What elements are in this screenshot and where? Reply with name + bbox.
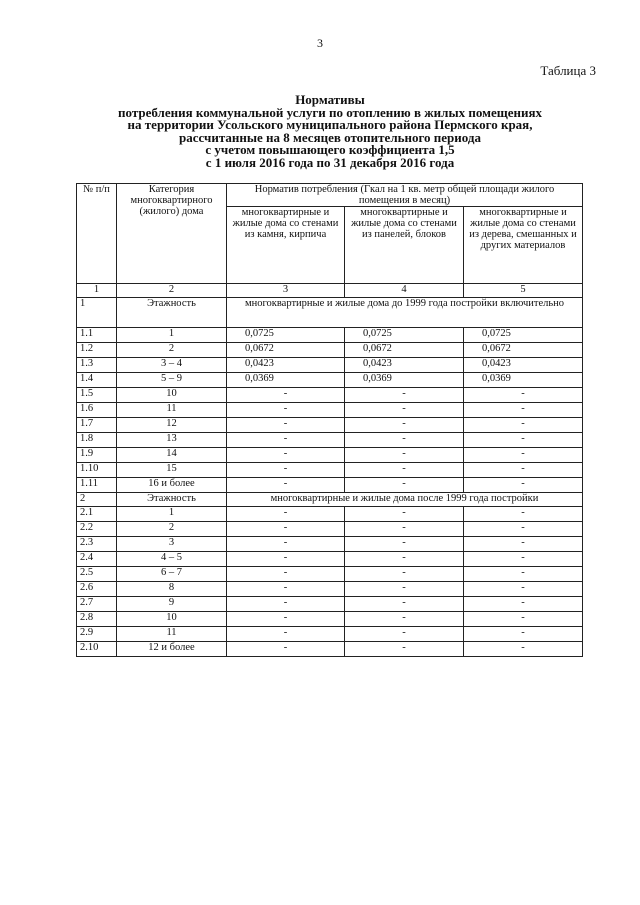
row-number: 1.5 [77, 388, 117, 403]
row-number: 2.3 [77, 537, 117, 552]
norm-value: - [345, 627, 464, 642]
norm-value: 0,0423 [464, 358, 583, 373]
table-row [77, 582, 583, 597]
norm-value: - [227, 403, 345, 418]
norm-value: - [227, 448, 345, 463]
norm-value: 0,0672 [464, 343, 583, 358]
norm-value: - [464, 582, 583, 597]
norm-value: - [227, 582, 345, 597]
norm-value: - [227, 537, 345, 552]
norm-value: - [227, 507, 345, 522]
row-category: 5 – 9 [117, 373, 227, 388]
norm-value: - [345, 403, 464, 418]
norm-value: - [464, 537, 583, 552]
page-number: 3 [317, 36, 323, 50]
section-row [77, 298, 583, 328]
table-row [77, 433, 583, 448]
norm-value: - [345, 567, 464, 582]
table-row [77, 552, 583, 567]
norm-value: - [345, 507, 464, 522]
row-number: 2.9 [77, 627, 117, 642]
table-row [77, 418, 583, 433]
column-number: 2 [117, 284, 227, 298]
title-line: потребления коммунальной услуги по отоплению в жилых помещениях [118, 104, 542, 120]
row-category: 4 – 5 [117, 552, 227, 567]
norm-value: 0,0725 [345, 328, 464, 343]
row-number: 1.6 [77, 403, 117, 418]
row-number: 2.5 [77, 567, 117, 582]
table-row [77, 567, 583, 582]
title-line: рассчитанные на 8 месяцев отопительного периода [179, 129, 481, 145]
table-row [77, 328, 583, 343]
norm-value: 0,0423 [227, 358, 345, 373]
norm-value: - [464, 612, 583, 627]
norm-value: - [227, 642, 345, 657]
row-category: 2 [117, 343, 227, 358]
row-number: 1.9 [77, 448, 117, 463]
table-row [77, 597, 583, 612]
table-row [77, 373, 583, 388]
norm-value: - [345, 478, 464, 493]
table-row [77, 627, 583, 642]
title-line: с 1 июля 2016 года по 31 декабря 2016 года [205, 154, 455, 170]
table-row [77, 388, 583, 403]
norm-value: - [345, 597, 464, 612]
row-category: 3 – 4 [117, 358, 227, 373]
norm-value: 0,0369 [227, 373, 345, 388]
norm-value: - [464, 403, 583, 418]
header-num: № п/п [77, 184, 117, 284]
norm-value: - [345, 418, 464, 433]
norm-value: - [345, 612, 464, 627]
table-row [77, 343, 583, 358]
norm-value: - [227, 612, 345, 627]
norm-value: - [464, 567, 583, 582]
norm-value: - [227, 567, 345, 582]
norm-value: 0,0725 [227, 328, 345, 343]
column-number: 4 [345, 284, 464, 298]
header-col5: многоквартирные и жилые дома со стенами из дерева, смешанных и других материалов [464, 207, 583, 284]
table-row [77, 642, 583, 657]
row-category: 14 [117, 448, 227, 463]
norm-value: - [464, 522, 583, 537]
section-number: 2 [77, 493, 117, 507]
norm-value: 0,0369 [345, 373, 464, 388]
norm-value: - [345, 388, 464, 403]
row-number: 2.4 [77, 552, 117, 567]
norm-value: - [464, 433, 583, 448]
norm-value: - [345, 522, 464, 537]
norm-value: - [464, 463, 583, 478]
row-number: 1.4 [77, 373, 117, 388]
norm-value: - [464, 642, 583, 657]
section-category: Этажность [117, 493, 227, 507]
row-category: 8 [117, 582, 227, 597]
table-row [77, 537, 583, 552]
norm-value: - [464, 418, 583, 433]
norm-value: - [464, 507, 583, 522]
title-line: на территории Усольского муниципального района Пермского края, [127, 117, 533, 133]
norm-value: - [464, 627, 583, 642]
norm-value: - [345, 642, 464, 657]
norm-value: 0,0369 [464, 373, 583, 388]
norm-value: - [345, 537, 464, 552]
row-category: 15 [117, 463, 227, 478]
norm-value: - [345, 552, 464, 567]
row-category: 1 [117, 328, 227, 343]
table-row [77, 507, 583, 522]
row-category: 3 [117, 537, 227, 552]
norm-value: - [227, 627, 345, 642]
row-number: 1.3 [77, 358, 117, 373]
section-number: 1 [77, 298, 117, 328]
row-category: 9 [117, 597, 227, 612]
header-col4: многоквартирные и жилые дома со стенами из панелей, блоков [345, 207, 464, 284]
row-category: 16 и более [117, 478, 227, 493]
row-number: 1.8 [77, 433, 117, 448]
norm-value: - [227, 597, 345, 612]
norm-value: - [464, 388, 583, 403]
row-category: 13 [117, 433, 227, 448]
row-category: 6 – 7 [117, 567, 227, 582]
row-category: 11 [117, 627, 227, 642]
norm-value: - [464, 552, 583, 567]
section-category: Этажность [117, 298, 227, 328]
row-category: 11 [117, 403, 227, 418]
column-numbers-row [77, 284, 583, 298]
row-number: 1.11 [77, 478, 117, 493]
header-category: Категория многоквартирного (жилого) дома [117, 184, 227, 284]
norm-value: - [227, 418, 345, 433]
table-row [77, 403, 583, 418]
header-row-1 [77, 184, 583, 207]
table-row [77, 612, 583, 627]
header-norm: Норматив потребления (Гкал на 1 кв. метр общей площади жилого помещения в месяц) [227, 184, 583, 207]
row-category: 12 [117, 418, 227, 433]
norm-value: - [345, 433, 464, 448]
row-number: 2.7 [77, 597, 117, 612]
row-number: 2.2 [77, 522, 117, 537]
norm-value: 0,0725 [464, 328, 583, 343]
row-category: 10 [117, 612, 227, 627]
row-category: 2 [117, 522, 227, 537]
table-row [77, 522, 583, 537]
norm-value: - [464, 478, 583, 493]
column-number: 3 [227, 284, 345, 298]
header-col3: многоквартирные и жилые дома со стенами из камня, кирпича [227, 207, 345, 284]
column-number: 5 [464, 284, 583, 298]
norm-value: - [227, 478, 345, 493]
row-category: 12 и более [117, 642, 227, 657]
row-number: 2.10 [77, 642, 117, 657]
row-number: 1.10 [77, 463, 117, 478]
norm-value: - [464, 597, 583, 612]
row-number: 2.8 [77, 612, 117, 627]
row-category: 10 [117, 388, 227, 403]
row-number: 1.1 [77, 328, 117, 343]
title-line: с учетом повышающего коэффициента 1,5 [205, 142, 455, 158]
norm-value: - [227, 388, 345, 403]
row-number: 2.1 [77, 507, 117, 522]
norms-table [76, 183, 583, 657]
norm-value: - [227, 433, 345, 448]
row-number: 1.7 [77, 418, 117, 433]
table-row [77, 448, 583, 463]
norm-value: - [345, 463, 464, 478]
row-number: 1.2 [77, 343, 117, 358]
norm-value: 0,0672 [345, 343, 464, 358]
norm-value: - [345, 448, 464, 463]
section-title: многоквартирные и жилые дома до 1999 года постройки включительно [227, 298, 583, 328]
column-number: 1 [77, 284, 117, 298]
norm-value: - [345, 582, 464, 597]
section-row [77, 493, 583, 507]
table-row [77, 358, 583, 373]
norm-value: - [227, 552, 345, 567]
norm-value: 0,0672 [227, 343, 345, 358]
norm-value: 0,0423 [345, 358, 464, 373]
document-title [60, 94, 600, 170]
norm-value: - [464, 448, 583, 463]
row-number: 2.6 [77, 582, 117, 597]
row-category: 1 [117, 507, 227, 522]
norm-value: - [227, 463, 345, 478]
table-label: Таблица 3 [540, 63, 596, 78]
section-title: многоквартирные и жилые дома после 1999 года постройки [227, 493, 583, 507]
table-row [77, 463, 583, 478]
title-heading: Нормативы [295, 92, 365, 107]
norm-value: - [227, 522, 345, 537]
table-row [77, 478, 583, 493]
